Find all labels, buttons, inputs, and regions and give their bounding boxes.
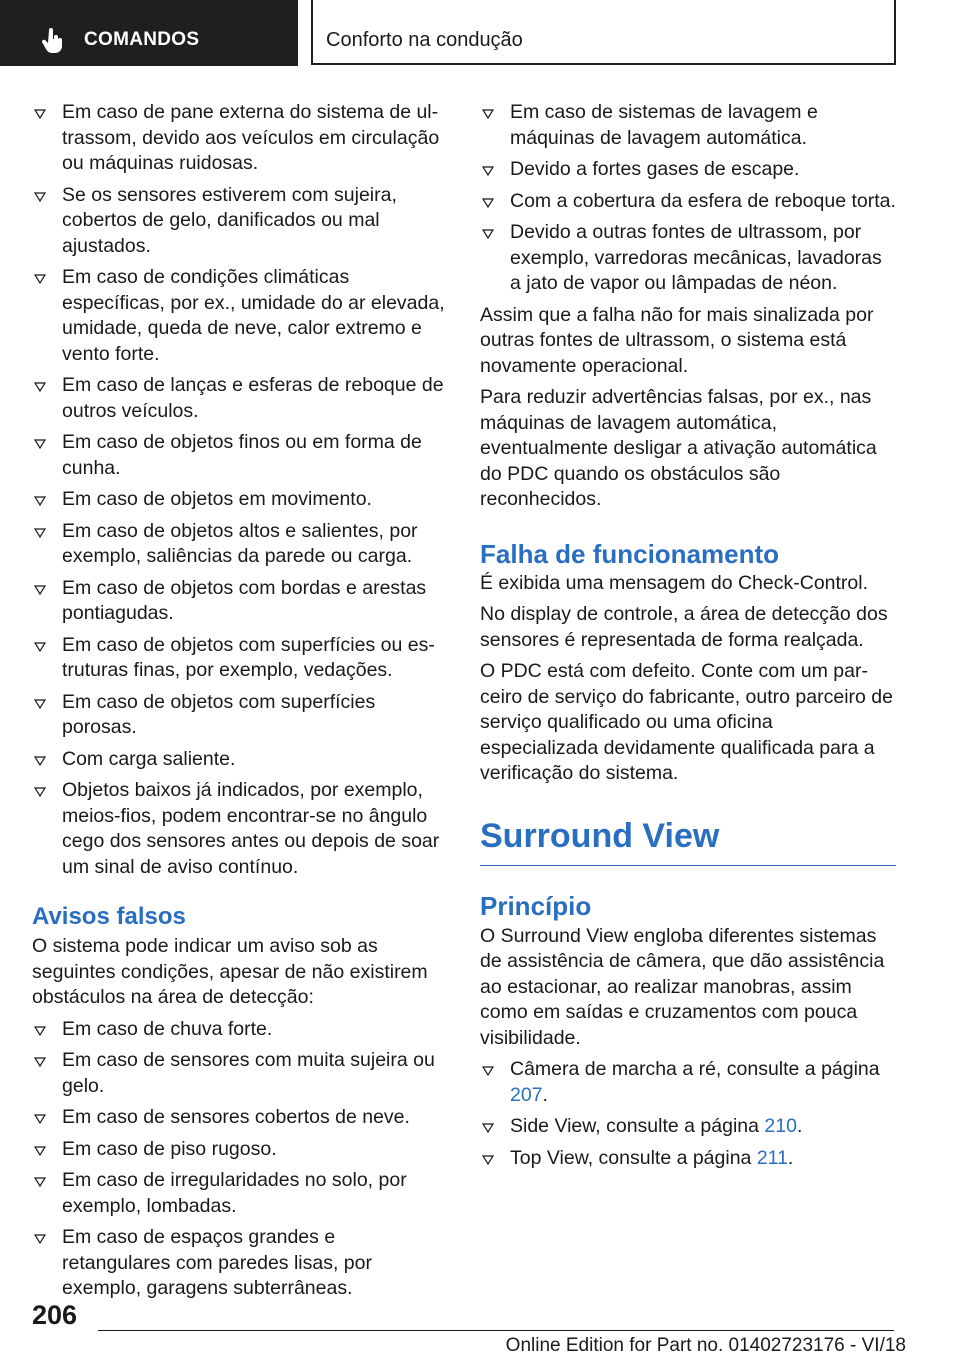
surround-view-heading: Surround View [480, 815, 896, 866]
list-item [32, 487, 446, 513]
list-item [480, 157, 896, 183]
list-item [32, 430, 446, 481]
bullet-triangle-icon [34, 1234, 46, 1244]
bullet-triangle-icon [34, 274, 46, 284]
list-item [32, 1137, 446, 1163]
bullet-triangle-icon [34, 585, 46, 595]
page-reference-item [480, 1114, 896, 1140]
reference-suffix: . [796, 1115, 803, 1137]
list-item-text: Em caso de piso rugoso. [62, 1137, 277, 1160]
bullet-triangle-icon [34, 1177, 46, 1187]
bullet-triangle-icon [34, 1114, 46, 1124]
right-column [480, 100, 896, 1177]
list-item-text: Com carga saliente. [62, 747, 236, 770]
list-item [32, 100, 446, 177]
list-item [480, 100, 896, 151]
page-reference-item [480, 1057, 896, 1108]
list-item-text: Em caso de objetos com superfícies ou estruturas finas, por exemplo, vedações. [62, 633, 435, 681]
bullet-triangle-icon [482, 109, 494, 119]
paragraph-recovery: Assim que a falha não for mais sinalizada por outras fontes de ultrassom, o sistema está novamente operacional. [480, 303, 874, 377]
list-item [32, 1225, 446, 1302]
list-item-text: Em caso de sensores cobertos de neve. [62, 1106, 410, 1128]
list-item [32, 1105, 446, 1131]
list-item [32, 633, 446, 684]
bullet-triangle-icon [482, 1066, 494, 1076]
list-item [480, 189, 896, 215]
list-item [32, 265, 446, 367]
list-item [480, 220, 896, 297]
bullet-triangle-icon [482, 1155, 494, 1165]
false-warnings-intro: O sistema pode indicar um aviso sob as seguintes condições, apesar de não existirem obstáculos na área de detecção: [32, 935, 428, 1008]
malfunction-p3: O PDC está com defeito. Conte com um parceiro de serviço do fabricante, outro parceiro de serviço qualificado ou uma oficina especializada devidamente qualificada para a verificação do sistema. [480, 660, 893, 784]
reference-text: Câmera de marcha a ré, consulte a página [510, 1058, 880, 1080]
left-column [32, 100, 446, 1308]
bullet-triangle-icon [34, 528, 46, 538]
list-item [32, 1048, 446, 1099]
bullet-list-false-warnings-cont [480, 100, 896, 297]
paragraph-reduce-warnings: Para reduzir advertências falsas, por ex., nas máquinas de lavagem automática, eventualmente desligar a ativação automática do PDC quando os obstáculos são reconhecidos. [480, 386, 877, 510]
page-link[interactable]: 207 [510, 1083, 543, 1106]
bullet-list-page-refs [480, 1057, 896, 1171]
page-link[interactable]: 210 [764, 1115, 797, 1137]
list-item-text: Em caso de objetos finos ou em forma de cunha. [62, 431, 422, 479]
bullet-triangle-icon [482, 229, 494, 239]
list-item-text: Em caso de objetos em movimento. [62, 488, 372, 510]
reference-text: Side View, consulte a página [510, 1115, 765, 1137]
bullet-triangle-icon [34, 439, 46, 449]
list-item [32, 519, 446, 570]
list-item-text: Em caso de objetos com superfícies porosas. [62, 690, 376, 738]
bullet-triangle-icon [34, 1057, 46, 1067]
bullet-triangle-icon [34, 699, 46, 709]
bullet-triangle-icon [34, 1026, 46, 1036]
list-item-text: Devido a outras fontes de ultrassom, por exemplo, varredoras mecânicas, lavadoras a jato de vapor ou lâmpadas de néon. [510, 221, 882, 294]
list-item [32, 1168, 446, 1219]
chapter-title: Conforto na condução [326, 29, 523, 51]
page-link[interactable]: 211 [756, 1146, 788, 1169]
list-item [32, 690, 446, 741]
malfunction-p2: No display de controle, a área de detecção dos sensores é representada de forma realçada. [480, 603, 888, 651]
bullet-triangle-icon [34, 496, 46, 506]
hand-pointer-icon [40, 28, 64, 54]
reference-suffix: . [542, 1083, 548, 1106]
list-item-text: Em caso de pane externa do sistema de ultrassom, devido aos veículos em circulação ou máquinas ruidosas. [62, 101, 440, 174]
malfunction-heading: Falha de funcionamento [480, 538, 780, 569]
list-item-text: Se os sensores estiverem com sujeira, cobertos de gelo, danificados ou mal ajustados. [62, 183, 397, 257]
list-item [32, 747, 446, 773]
bullet-triangle-icon [34, 382, 46, 392]
list-item [32, 1017, 446, 1043]
bullet-triangle-icon [34, 192, 46, 202]
list-item-text: Devido a fortes gases de escape. [510, 158, 800, 180]
page-number: 206 [32, 1300, 78, 1330]
bullet-triangle-icon [34, 756, 46, 766]
bullet-list-false-warnings [32, 1017, 446, 1302]
list-item [32, 576, 446, 627]
bullet-triangle-icon [34, 787, 46, 797]
bullet-triangle-icon [34, 1146, 46, 1156]
list-item-text: Em caso de lanças e esferas de reboque de outros veículos. [62, 374, 444, 422]
section-title: COMANDOS [84, 29, 200, 50]
reference-suffix: . [787, 1146, 794, 1169]
bullet-triangle-icon [482, 198, 494, 208]
list-item-text: Em caso de objetos altos e salientes, por exemplo, saliências da parede ou carga. [62, 519, 418, 567]
bullet-triangle-icon [34, 642, 46, 652]
section-tab [0, 0, 298, 66]
list-item-text: Em caso de condições climáticas específicas, por ex., umidade do ar elevada, umidade, queda de neve, calor extremo e vento forte. [62, 266, 445, 365]
bullet-triangle-icon [34, 109, 46, 119]
list-item [32, 183, 446, 260]
list-item [32, 778, 446, 880]
bullet-triangle-icon [482, 1123, 494, 1133]
list-item [32, 373, 446, 424]
false-warnings-heading: Avisos falsos [32, 903, 186, 930]
list-item-text: Com a cobertura da esfera de reboque torta. [510, 189, 896, 212]
principle-heading: Princípio [480, 890, 592, 921]
footer-rule [98, 1330, 894, 1331]
list-item-text: Em caso de espaços grandes e retangulares com paredes lisas, por exemplo, garagens subterrâneas. [62, 1226, 372, 1299]
reference-text: Top View, consulte a página [510, 1146, 757, 1169]
page-header [0, 0, 960, 66]
principle-paragraph: O Surround View engloba diferentes sistemas de assistência de câmera, que dão assistência ao estacionar, ao realizar manobras, assim como em saídas e cruzamentos com pouca visibilidade. [480, 924, 885, 1049]
list-item-text: Em caso de irregularidades no solo, por exemplo, lombadas. [62, 1169, 407, 1217]
list-item-text: Objetos baixos já indicados, por exemplo, meios-fios, podem encontrar-se no ângulo cego dos sensores antes ou depois de soar um sinal de aviso contínuo. [62, 779, 440, 878]
list-item-text: Em caso de sensores com muita sujeira ou gelo. [62, 1049, 435, 1097]
bullet-triangle-icon [482, 166, 494, 176]
page-reference-item [480, 1146, 896, 1172]
list-item-text: Em caso de sistemas de lavagem e máquinas de lavagem automática. [510, 101, 818, 149]
footer-edition: Online Edition for Part no. 01402723176 - VI/18 [505, 1335, 906, 1356]
bullet-list-limits [32, 100, 446, 880]
list-item-text: Em caso de objetos com bordas e arestas pontiagudas. [62, 576, 427, 624]
malfunction-p1: É exibida uma mensagem do Check-Control. [480, 571, 869, 594]
list-item-text: Em caso de chuva forte. [62, 1017, 273, 1040]
